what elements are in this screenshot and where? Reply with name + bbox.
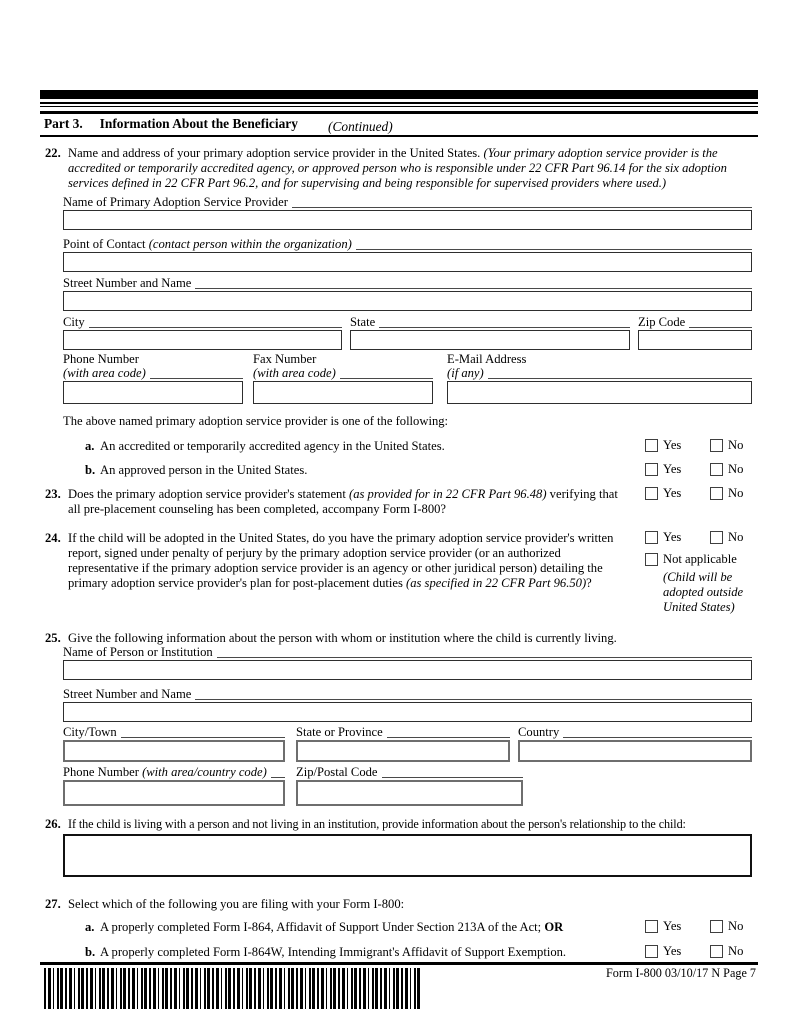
top-thick-bar	[40, 90, 758, 99]
provider-name-label: Name of Primary Adoption Service Provider	[63, 195, 288, 209]
q27-text: Select which of the following you are filing with your Form I-800:	[68, 897, 405, 911]
poc-note: (contact person within the organization)	[148, 237, 352, 251]
q22-option-a	[85, 439, 605, 454]
q25-zip-input[interactable]	[296, 780, 523, 806]
label-rule	[356, 249, 752, 250]
footer-form-id: Form I-800 03/10/17 N Page 7	[606, 966, 756, 980]
q22a-yes	[645, 438, 681, 453]
label-rule	[379, 327, 630, 328]
q25-item	[44, 631, 756, 646]
q25-city-label: City/Town	[63, 725, 117, 739]
q25-city-input[interactable]	[63, 740, 285, 762]
city-label: City	[63, 315, 85, 329]
q26-text: If the child is living with a person and not living in an institution, provide information about the person's relationship to the child:	[68, 817, 686, 831]
q27b-yes-label: Yes	[663, 944, 682, 958]
q23-text-pre: Does the primary adoption service provider's statement	[68, 487, 349, 501]
label-rule	[563, 737, 752, 738]
label-rule	[89, 327, 342, 328]
zip-input[interactable]	[638, 330, 752, 350]
zip-field	[638, 316, 752, 350]
q22a-yes-label: Yes	[663, 438, 682, 452]
email-input[interactable]	[447, 381, 752, 404]
q25-name-label: Name of Person or Institution	[63, 645, 213, 659]
q23-text-italic: (as provided for in 22 CFR Part 96.48)	[349, 487, 547, 501]
label-rule	[195, 699, 752, 700]
street-label: Street Number and Name	[63, 276, 192, 290]
q24-text-post: ?	[586, 576, 592, 590]
q27b-yes-checkbox[interactable]	[645, 945, 658, 958]
q23-number: 23.	[45, 487, 61, 501]
q27b-no-label: No	[728, 944, 744, 958]
q22b-text: An approved person in the United States.	[100, 463, 308, 477]
q22-text-note: (Your primary adoption service provider is the accredited or temporarily accredited agency, or approved person who is responsible under 22 CFR Part 96.14 for the six adoption services defined in 22 CFR Part 96.2, and for supervising and being responsible for supervised providers where used.)	[68, 146, 727, 190]
q24-text-pre: If the child will be adopted in the United States, do you have the primary adoption service provider's written report, signed under penalty of perjury by the primary adoption service provider (or an authorized representative if the primary adoption service provider is an agency or other juridical person) detailing the primary adoption service provider's plan for post-placement duties	[68, 531, 614, 590]
provider-name-input[interactable]	[63, 210, 752, 230]
q22a-text: An accredited or temporarily accredited agency in the United States.	[100, 439, 445, 453]
q22-option-b	[85, 463, 605, 478]
q25-street-input[interactable]	[63, 702, 752, 722]
q25-state-label: State or Province	[296, 725, 383, 739]
q24-no-checkbox[interactable]	[710, 531, 723, 544]
q25-zip-label: Zip/Postal Code	[296, 765, 378, 779]
q25-phone-label: Phone Number (with area/country code)	[63, 765, 267, 779]
q27a-yes	[645, 919, 681, 934]
q25-phone-field	[63, 766, 285, 806]
q27b-text: A properly completed Form I-864W, Intending Immigrant's Affidavit of Support Exemption.	[100, 945, 567, 959]
q27a-bold-suffix: OR	[544, 920, 564, 934]
top-rule-1	[40, 102, 758, 104]
q24-number: 24.	[45, 531, 61, 545]
q24-yes-label: Yes	[663, 530, 682, 544]
email-label: E-Mail Address	[447, 352, 527, 366]
part-continued: (Continued)	[328, 119, 393, 134]
q25-name-input[interactable]	[63, 660, 752, 680]
phone-label: Phone Number	[63, 352, 139, 366]
label-rule	[488, 378, 752, 379]
q27a-no-checkbox[interactable]	[710, 920, 723, 933]
email-field	[447, 352, 752, 404]
q25-street-field	[63, 688, 752, 722]
q22a-yes-checkbox[interactable]	[645, 439, 658, 452]
label-rule	[217, 657, 752, 658]
phone-note: (with area code)	[63, 366, 146, 380]
q27b-yes	[645, 944, 681, 959]
q22-text	[44, 146, 756, 191]
q27b-no-checkbox[interactable]	[710, 945, 723, 958]
q22a-no	[710, 438, 743, 453]
q25-phone-note: (with area/country code)	[142, 765, 267, 779]
q22a-letter: a.	[85, 439, 95, 453]
label-rule	[271, 777, 285, 778]
state-label: State	[350, 315, 376, 329]
label-rule	[689, 327, 752, 328]
city-state-zip-row	[63, 316, 752, 350]
q23-yes	[645, 486, 681, 501]
q25-phone-row	[63, 766, 752, 806]
q22-text-main: Name and address of your primary adoption service provider in the United States.	[68, 146, 481, 160]
q25-state-field	[296, 726, 510, 762]
phone-fax-email-row	[63, 352, 752, 404]
q22-intro: The above named primary adoption service provider is one of the following:	[63, 414, 449, 428]
q22-number: 22.	[45, 146, 61, 160]
q23-no-checkbox[interactable]	[710, 487, 723, 500]
label-rule	[292, 207, 752, 208]
q26-item	[44, 817, 756, 832]
phone-field	[63, 352, 243, 404]
q27-item	[44, 897, 756, 912]
q25-zip-field	[296, 766, 523, 806]
q27a-yes-label: Yes	[663, 919, 682, 933]
poc-input[interactable]	[63, 252, 752, 272]
q25-state-input[interactable]	[296, 740, 510, 762]
q22b-letter: b.	[85, 463, 96, 477]
street-input[interactable]	[63, 291, 752, 311]
q27b-no	[710, 944, 743, 959]
q24-na-label: Not applicable	[663, 552, 737, 566]
q23-text-post: verifying that all pre-placement counseling has been completed, accompany Form I-800?	[68, 487, 618, 516]
label-rule	[387, 737, 510, 738]
q22b-no-checkbox[interactable]	[710, 463, 723, 476]
q23-yes-label: Yes	[663, 486, 682, 500]
fax-note: (with area code)	[253, 366, 336, 380]
q26-relationship-textarea[interactable]	[63, 834, 752, 877]
fax-label: Fax Number	[253, 352, 317, 366]
q23-yes-checkbox[interactable]	[645, 487, 658, 500]
fax-input[interactable]	[253, 381, 433, 404]
phone-input[interactable]	[63, 381, 243, 404]
q24-na-checkbox[interactable]	[645, 553, 658, 566]
part-header	[40, 111, 758, 137]
q27a-text: A properly completed Form I-864, Affidavit of Support Under Section 213A of the Act; OR	[100, 920, 564, 934]
q27a-yes-checkbox[interactable]	[645, 920, 658, 933]
footer-rule	[40, 962, 758, 965]
email-note: (if any)	[447, 366, 484, 380]
q24-yes-checkbox[interactable]	[645, 531, 658, 544]
q22a-no-label: No	[728, 438, 744, 452]
q24-not-applicable	[645, 552, 737, 567]
q25-number: 25.	[45, 631, 61, 645]
label-rule	[382, 777, 523, 778]
q26-number: 26.	[45, 817, 61, 831]
q25-country-label: Country	[518, 725, 560, 739]
q25-text: Give the following information about the person with whom or institution where the child is currently living.	[68, 631, 617, 645]
city-input[interactable]	[63, 330, 342, 350]
q22b-yes	[645, 462, 681, 477]
part-title: Information About the Beneficiary	[99, 116, 298, 131]
fax-field	[253, 352, 433, 404]
q23-text	[44, 487, 633, 517]
q27-number: 27.	[45, 897, 61, 911]
q25-city-row	[63, 726, 752, 762]
q22b-yes-checkbox[interactable]	[645, 463, 658, 476]
q25-city-field	[63, 726, 285, 762]
q25-country-input[interactable]	[518, 740, 752, 762]
street-field	[63, 277, 752, 311]
q23-no-label: No	[728, 486, 744, 500]
label-rule	[195, 288, 752, 289]
q27-option-a	[85, 920, 630, 935]
q24-text	[44, 531, 633, 591]
poc-field	[63, 238, 752, 272]
label-rule	[340, 378, 433, 379]
q24-no-label: No	[728, 530, 744, 544]
q24-no	[710, 530, 743, 545]
q25-street-label: Street Number and Name	[63, 687, 192, 701]
q27-option-b	[85, 945, 630, 960]
q25-country-field	[518, 726, 752, 762]
q25-phone-input[interactable]	[63, 780, 285, 806]
q22-item	[44, 146, 756, 191]
top-rule-2	[40, 106, 758, 107]
q27a-letter: a.	[85, 920, 95, 934]
zip-label: Zip Code	[638, 315, 686, 329]
q27b-letter: b.	[85, 945, 96, 959]
state-field	[350, 316, 630, 350]
q24-yes	[645, 530, 681, 545]
part-label: Part 3.	[44, 116, 83, 131]
barcode	[44, 968, 420, 1009]
q24-text-italic: (as specified in 22 CFR Part 96.50)	[406, 576, 587, 590]
q22b-yes-label: Yes	[663, 462, 682, 476]
q23-no	[710, 486, 743, 501]
q25-name-field	[63, 646, 752, 680]
provider-name-field	[63, 196, 752, 230]
label-rule	[150, 378, 243, 379]
label-rule	[121, 737, 285, 738]
q27a-no-label: No	[728, 919, 744, 933]
poc-label: Point of Contact (contact person within the organization)	[63, 237, 352, 251]
city-field	[63, 316, 342, 350]
state-input[interactable]	[350, 330, 630, 350]
q22b-no	[710, 462, 743, 477]
q27a-no	[710, 919, 743, 934]
q22b-no-label: No	[728, 462, 744, 476]
q22a-no-checkbox[interactable]	[710, 439, 723, 452]
q24-na-note: (Child will be adopted outside United States)	[663, 570, 744, 614]
